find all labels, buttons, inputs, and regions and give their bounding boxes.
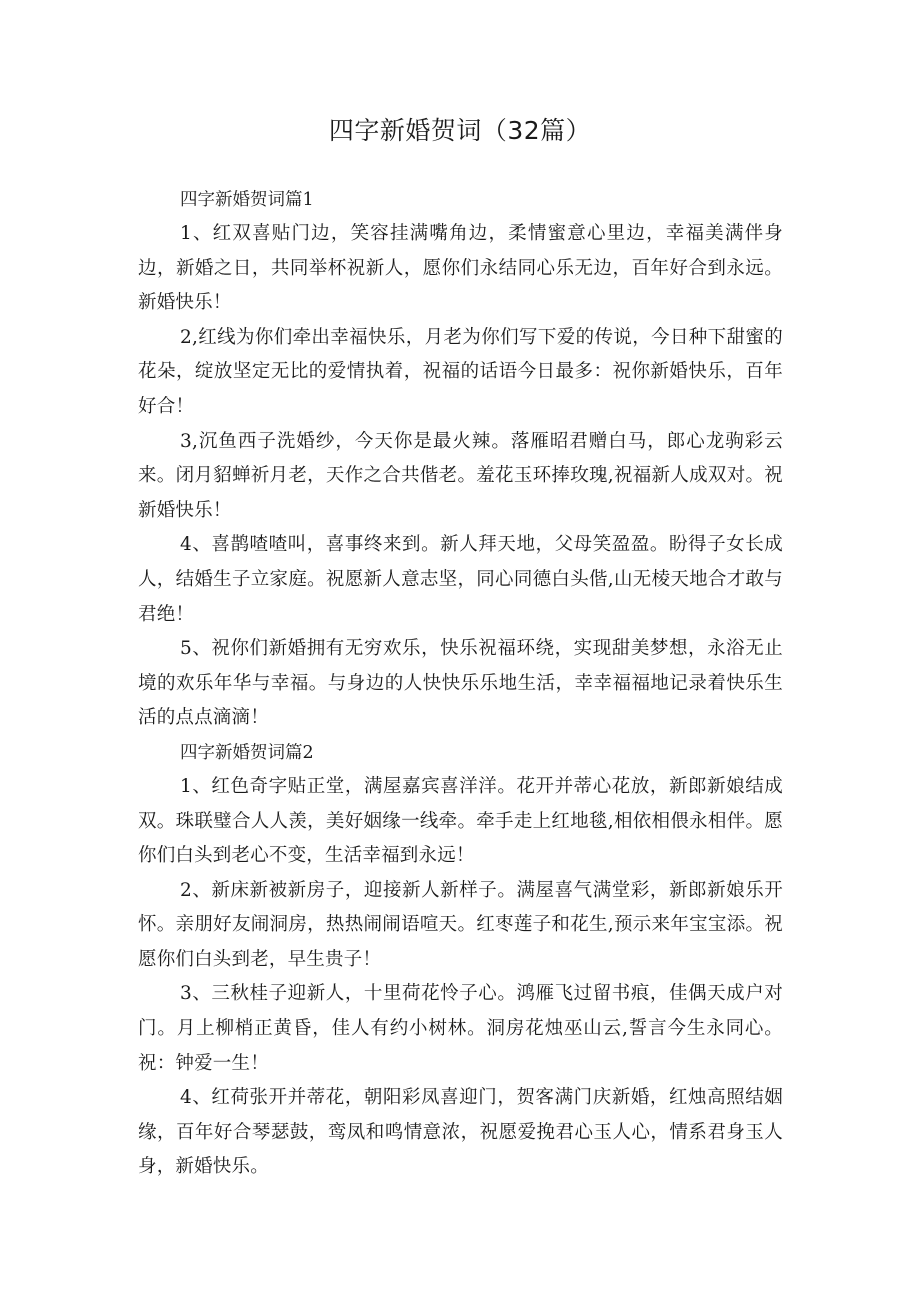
paragraph: 4、红荷张开并蒂花，朝阳彩凤喜迎门，贺客满门庆新婚，红烛高照结姻缘，百年好合琴瑟鼓，鸾凤和鸣情意浓，祝愿爱挽君心玉人心，情系君身玉人身，新婚快乐。 (138, 1087, 783, 1178)
paragraph: 3、三秋桂子迎新人，十里荷花怜子心。鸿雁飞过留书痕，佳偶天成户对门。月上柳梢正黄昏，佳人有约小树林。洞房花烛巫山云,誓言今生永同心。祝：钟爱一生！ (138, 983, 783, 1074)
paragraph: 1、红色奇字贴正堂，满屋嘉宾喜洋洋。花开并蒂心花放，新郎新娘结成双。珠联璧合人人羡，美好姻缘一线牵。牵手走上红地毯,相依相偎永相伴。愿你们白头到老心不变，生活幸福到永远！ (138, 775, 783, 867)
paragraph: 1、红双喜贴门边，笑容挂满嘴角边，柔情蜜意心里边，幸福美满伴身边，新婚之日，共同举杯祝新人，愿你们永结同心乐无边，百年好合到永远。新婚快乐！ (138, 223, 783, 314)
document-title: 四字新婚贺词（32篇） (328, 116, 592, 145)
paragraph: 5、祝你们新婚拥有无穷欢乐，快乐祝福环绕，实现甜美梦想，永浴无止境的欢乐年华与幸福。与身边的人快快乐乐地生活，幸幸福福地记录着快乐生活的点点滴滴！ (138, 638, 783, 729)
paragraph: 2,红线为你们牵出幸福快乐，月老为你们写下爱的传说，今日种下甜蜜的花朵，绽放坚定无比的爱情执着，祝福的话语今日最多：祝你新婚快乐，百年好合！ (138, 326, 783, 417)
section-1 (138, 183, 783, 736)
section-heading: 四字新婚贺词篇1 (180, 190, 314, 210)
paragraph: 3,沉鱼西子洗婚纱，今天你是最火辣。落雁昭君赠白马，郎心龙驹彩云来。闭月貂蝉祈月老，天作之合共偕老。羞花玉环捧玫瑰,祝福新人成双对。祝新婚快乐！ (138, 430, 783, 521)
section-2 (138, 736, 783, 1185)
document-body (138, 183, 783, 1185)
section-heading: 四字新婚贺词篇2 (180, 742, 314, 763)
paragraph: 4、喜鹊喳喳叫，喜事终来到。新人拜天地，父母笑盈盈。盼得子女长成人，结婚生子立家庭。祝愿新人意志坚，同心同德白头偕,山无棱天地合才敢与君绝！ (138, 534, 783, 625)
paragraph: 2、新床新被新房子，迎接新人新样子。满屋喜气满堂彩，新郎新娘乐开怀。亲朋好友闹洞房，热热闹闹语喧天。红枣莲子和花生,预示来年宝宝添。祝愿你们白头到老，早生贵子！ (138, 879, 783, 970)
